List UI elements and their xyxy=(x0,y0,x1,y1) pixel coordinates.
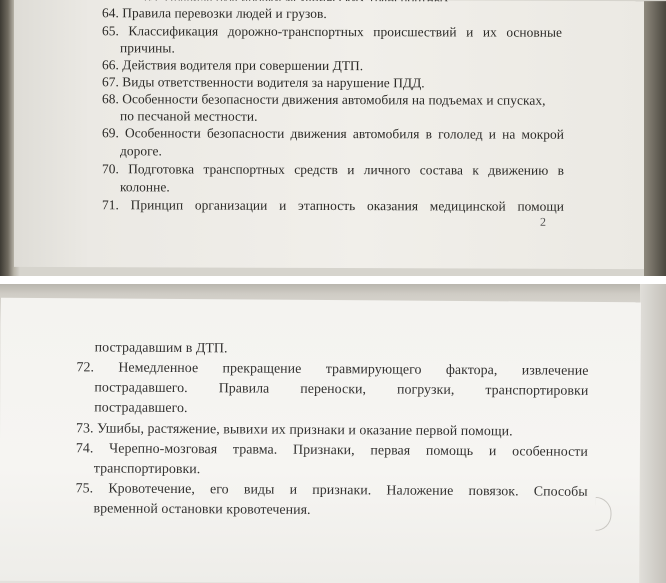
top-page-photo xyxy=(0,0,666,276)
item-73: 73. Ушибы, растяжение, вывихи их признаки и оказание первой помощи. xyxy=(76,421,513,440)
item-71-cont: пострадавшим в ДТП. xyxy=(94,340,228,357)
item-72: 72. Немедленное прекращение травмирующего фактора, извлечение xyxy=(76,360,589,379)
item-66: 66. Действия водителя при совершении ДТП. xyxy=(102,57,364,74)
item-64: 64. Правила перевозки людей и грузов. xyxy=(102,5,327,21)
item-72-cont-2: пострадавшего. xyxy=(94,400,188,417)
item-67: 67. Виды ответственности водителя за нарушение ПДД. xyxy=(102,74,425,91)
cut-off-line xyxy=(144,0,484,2)
item-75-cont: временной остановки кровотечения. xyxy=(93,501,311,518)
item-71: 71. Принцип организации и этапность оказания медицинской помощи xyxy=(102,197,564,214)
right-edge-shadow xyxy=(640,284,666,583)
item-70: 70. Подготовка транспортных средств и личного состава к движению в xyxy=(102,161,564,178)
item-65: 65. Классификация дорожно-транспортных происшествий и их основные xyxy=(102,23,562,40)
item-65-cont: причины. xyxy=(120,40,175,56)
top-paper-sheet xyxy=(14,0,644,269)
item-74: 74. Черепно-мозговая травма. Признаки, первая помощь и особенности xyxy=(75,441,588,460)
pencil-mark xyxy=(595,497,611,531)
item-69: 69. Особенности безопасности движения автомобиля в гололед и на мокрой xyxy=(102,125,564,142)
item-75: 75. Кровотечение, его виды и признаки. Наложение повязок. Способы xyxy=(75,481,588,500)
item-72-cont-1: пострадавшего. Правила переноски, погрузки, транспортировки xyxy=(94,380,589,399)
item-68: 68. Особенности безопасности движения автомобиля на подъемах и спусках, xyxy=(102,91,546,108)
item-69-cont: дороге. xyxy=(120,143,162,159)
item-70-cont: колонне. xyxy=(120,179,170,195)
item-68-cont: по песчаной местности. xyxy=(120,108,258,124)
page-number: 2 xyxy=(540,214,546,229)
item-74-cont: транспортировки. xyxy=(93,461,201,478)
bottom-paper-sheet xyxy=(0,298,641,583)
